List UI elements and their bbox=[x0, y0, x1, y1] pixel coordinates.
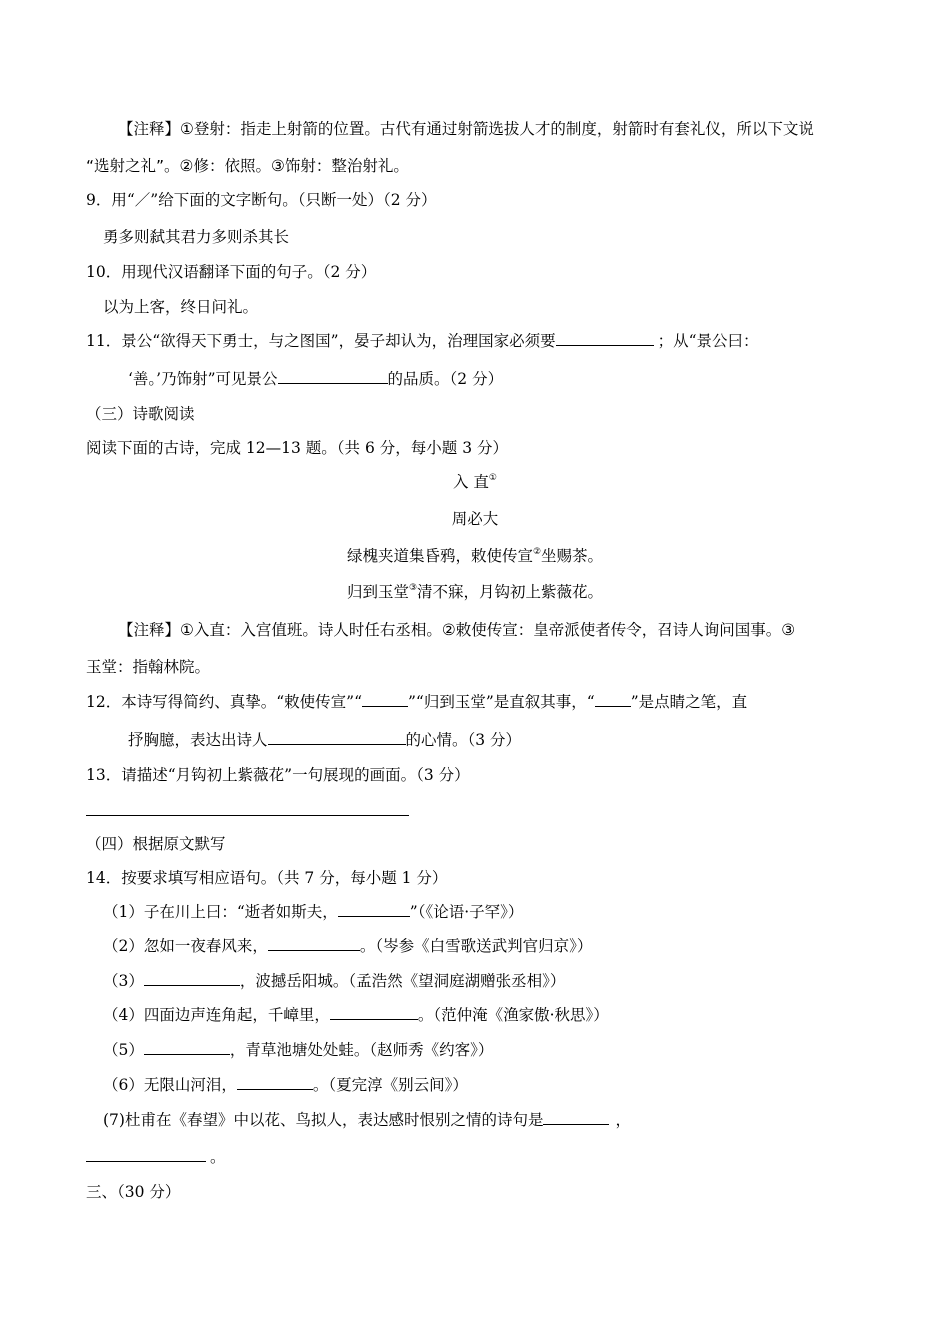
q12-answer-blank-2[interactable] bbox=[595, 691, 631, 707]
q14-prompt: 14．按要求填写相应语句。（共 7 分，每小题 1 分） bbox=[86, 869, 448, 887]
part3-heading: 三、（30 分） bbox=[86, 1183, 181, 1201]
q14-item-6 bbox=[103, 1074, 468, 1096]
poem-title-note-mark: ① bbox=[488, 472, 497, 483]
q13-answer-line[interactable] bbox=[86, 815, 409, 816]
q14-item-6-blank[interactable] bbox=[237, 1074, 313, 1090]
q14-item-4-source: 。（范仲淹《渔家傲·秋思》） bbox=[417, 1006, 609, 1024]
q12-text-e: 的心情。（3 分） bbox=[405, 731, 522, 749]
poem-line-1a: 绿槐夹道集昏鸦，敕使传宣 bbox=[346, 547, 533, 565]
q14-item-2-blank[interactable] bbox=[268, 935, 360, 951]
q12-line1 bbox=[86, 691, 747, 713]
q12-text-a: 12．本诗写得简约、真挚。“敕使传宣”“ bbox=[86, 693, 362, 711]
q14-item-5-text: （5） bbox=[103, 1041, 144, 1059]
q14-item-1 bbox=[103, 901, 523, 923]
q14-item-7-text: (7)杜甫在《春望》中以花、鸟拟人，表达感时恨别之情的诗句是 bbox=[103, 1111, 544, 1129]
q12-text-c: ”是点睛之笔，直 bbox=[630, 693, 748, 711]
q14-item-6-text: （6）无限山河泪， bbox=[103, 1076, 237, 1094]
q9-passage: 勇多则弑其君力多则杀其长 bbox=[103, 228, 290, 246]
q14-item-4-text: （4）四面边声连角起，千嶂里， bbox=[103, 1006, 330, 1024]
poem-title-text: 入 直 bbox=[452, 473, 489, 491]
q12-text-d: 抒胸臆，表达出诗人 bbox=[128, 731, 268, 749]
note2-line1: 【注释】①入直：入宫值班。诗人时任右丞相。②敕使传宣：皇帝派使者传令，召诗人询问国事。③ bbox=[118, 621, 796, 639]
q14-item-1-blank[interactable] bbox=[338, 901, 410, 917]
poem-line-2-note-mark: ③ bbox=[408, 582, 418, 593]
q14-item-1-source: ”（《论语·子罕》） bbox=[409, 903, 524, 921]
section3-heading: （三）诗歌阅读 bbox=[86, 405, 195, 423]
q14-item-4 bbox=[103, 1004, 609, 1026]
note1-line1: 【注释】①登射：指走上射箭的位置。古代有通过射箭选拔人才的制度，射箭时有套礼仪，所以下文说 bbox=[118, 120, 814, 138]
q11-answer-blank-2[interactable] bbox=[278, 368, 388, 384]
q14-item-7-blank-1[interactable] bbox=[543, 1109, 609, 1125]
q14-item-7-cont bbox=[86, 1146, 226, 1168]
q14-item-6-source: 。（夏完淳《别云间》） bbox=[312, 1076, 468, 1094]
q14-item-5-blank[interactable] bbox=[144, 1039, 230, 1055]
q11-text-d: 的品质。（2 分） bbox=[387, 370, 504, 388]
note2-line2: 玉堂：指翰林院。 bbox=[86, 658, 211, 676]
q12-text-b: ”“归到玉堂”是直叙其事，“ bbox=[408, 693, 595, 711]
poem-line-2a: 归到玉堂 bbox=[346, 583, 409, 601]
q11-text-c: ‘善。’乃饰射”可见景公 bbox=[128, 370, 278, 388]
poem-line-1 bbox=[0, 545, 950, 567]
q9-prompt: 9．用“／”给下面的文字断句。（只断一处）（2 分） bbox=[86, 191, 437, 209]
q13-prompt: 13．请描述“月钩初上紫薇花”一句展现的画面。（3 分） bbox=[86, 766, 470, 784]
poem-line-1b: 坐赐茶。 bbox=[541, 547, 604, 565]
section4-heading: （四）根据原文默写 bbox=[86, 835, 226, 853]
q14-item-3-source: ，波撼岳阳城。（孟浩然《望洞庭湖赠张丞相》） bbox=[239, 972, 566, 990]
q14-item-3-blank[interactable] bbox=[144, 970, 240, 986]
q14-item-1-text: （1）子在川上曰：“逝者如斯夫， bbox=[103, 903, 338, 921]
q11-text-a: 11．景公“欲得天下勇士，与之图国”，晏子却认为，治理国家必须要 bbox=[86, 332, 556, 350]
q14-item-5 bbox=[103, 1039, 493, 1061]
q11-answer-blank-1[interactable] bbox=[556, 330, 654, 346]
q14-item-2-source: 。（岑参《白雪歌送武判官归京》） bbox=[359, 937, 593, 955]
poem-line-2b: 清不寐，月钩初上紫薇花。 bbox=[417, 583, 604, 601]
q10-prompt: 10．用现代汉语翻译下面的句子。（2 分） bbox=[86, 263, 377, 281]
poem-line-1-note-mark: ② bbox=[532, 546, 542, 557]
q14-item-2-text: （2）忽如一夜春风来， bbox=[103, 937, 268, 955]
q12-line2 bbox=[128, 729, 521, 751]
q14-item-7-blank-2[interactable] bbox=[86, 1146, 206, 1162]
q14-item-3-text: （3） bbox=[103, 972, 144, 990]
q14-item-4-blank[interactable] bbox=[330, 1004, 418, 1020]
q14-item-7-end: 。 bbox=[210, 1148, 226, 1166]
q11-text-b: ；从“景公曰： bbox=[657, 332, 759, 350]
poem-title bbox=[0, 471, 950, 493]
q12-answer-blank-1[interactable] bbox=[362, 691, 408, 707]
note1-line2: “选射之礼”。②修：依照。③饰射：整治射礼。 bbox=[86, 157, 409, 175]
q12-answer-blank-3[interactable] bbox=[268, 729, 406, 745]
q10-sentence: 以为上客，终日问礼。 bbox=[103, 298, 259, 316]
q14-item-3 bbox=[103, 970, 565, 992]
poem-author: 周必大 bbox=[451, 510, 499, 528]
q14-item-7-comma: ， bbox=[615, 1111, 631, 1129]
poem-line-2 bbox=[0, 581, 950, 603]
q14-item-5-source: ，青草池塘处处蛙。（赵师秀《约客》） bbox=[229, 1041, 494, 1059]
section3-instruction: 阅读下面的古诗，完成 12—13 题。（共 6 分，每小题 3 分） bbox=[86, 439, 508, 457]
q11-line2 bbox=[128, 368, 503, 390]
q14-item-2 bbox=[103, 935, 592, 957]
q14-item-7 bbox=[103, 1109, 631, 1131]
q11-line1 bbox=[86, 330, 759, 352]
